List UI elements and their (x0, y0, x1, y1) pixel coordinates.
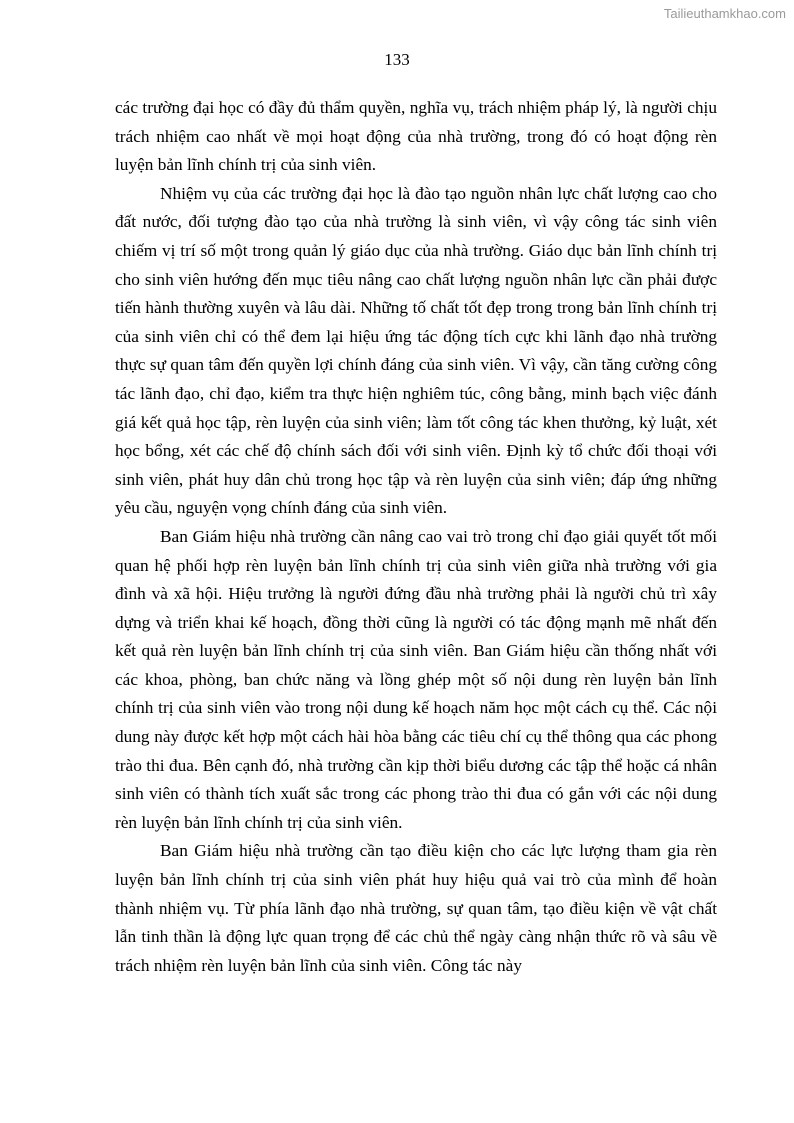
paragraph-continuation: các trường đại học có đầy đủ thẩm quyền, nghĩa vụ, trách nhiệm pháp lý, là người chịu trách nhiệm cao nhất về mọi hoạt động của nhà trường, trong đó có hoạt động rèn luyện bản lĩnh chính trị của sinh viên. (115, 98, 717, 175)
paragraph: Ban Giám hiệu nhà trường cần nâng cao vai trò trong chỉ đạo giải quyết tốt mối quan hệ phối hợp rèn luyện bản lĩnh chính trị của sinh viên giữa nhà trường với gia đình và xã hội. Hiệu trưởng là người đứng đầu nhà trường phải là người chủ trì xây dựng và triển khai kế hoạch, đồng thời cũng là người có tác động mạnh mẽ nhất đến kết quả rèn luyện bản lĩnh chính trị của sinh viên. Ban Giám hiệu cần thống nhất với các khoa, phòng, ban chức năng và lồng ghép một số nội dung rèn luyện bản lĩnh chính trị của sinh viên vào trong nội dung kế hoạch năm học một cách cụ thể. Các nội dung này được kết hợp một cách hài hòa bằng các tiêu chí cụ thể thông qua các phong trào thi đua. Bên cạnh đó, nhà trường cần kịp thời biểu dương các tập thể hoặc cá nhân sinh viên có thành tích xuất sắc trong các phong trào thi đua có gắn với các nội dung rèn luyện bản lĩnh chính trị của sinh viên. (115, 526, 717, 832)
document-body (115, 94, 717, 980)
page-number: 133 (384, 50, 410, 69)
paragraph: Nhiệm vụ của các trường đại học là đào tạo nguồn nhân lực chất lượng cao cho đất nước, đối tượng đào tạo của nhà trường là sinh viên, vì vậy công tác sinh viên chiếm vị trí số một trong quản lý giáo dục của nhà trường. Giáo dục bản lĩnh chính trị cho sinh viên hướng đến mục tiêu nâng cao chất lượng nguồn nhân lực cần phải được tiến hành thường xuyên và lâu dài. Những tố chất tốt đẹp trong trong bản lĩnh chính trị của sinh viên chỉ có thể đem lại hiệu ứng tác động tích cực khi lãnh đạo nhà trường thực sự quan tâm đến quyền lợi chính đáng của sinh viên. Vì vậy, cần tăng cường công tác lãnh đạo, chỉ đạo, kiểm tra thực hiện nghiêm túc, công bằng, minh bạch việc đánh giá kết quả học tập, rèn luyện của sinh viên; làm tốt công tác khen thưởng, kỷ luật, xét học bổng, xét các chế độ chính sách đối với sinh viên. Định kỳ tổ chức đối thoại với sinh viên, phát huy dân chủ trong học tập và rèn luyện của sinh viên; đáp ứng những yêu cầu, nguyện vọng chính đáng của sinh viên. (115, 183, 717, 518)
paragraph: Ban Giám hiệu nhà trường cần tạo điều kiện cho các lực lượng tham gia rèn luyện bản lĩnh chính trị của sinh viên phát huy hiệu quả vai trò của mình để hoàn thành nhiệm vụ. Từ phía lãnh đạo nhà trường, sự quan tâm, tạo điều kiện về vật chất lẫn tinh thần là động lực quan trọng để các chủ thể ngày càng nhận thức rõ và sâu về trách nhiệm rèn luyện bản lĩnh của sinh viên. Công tác này (115, 841, 717, 975)
watermark-text: Tailieuthamkhao.com (663, 6, 786, 21)
